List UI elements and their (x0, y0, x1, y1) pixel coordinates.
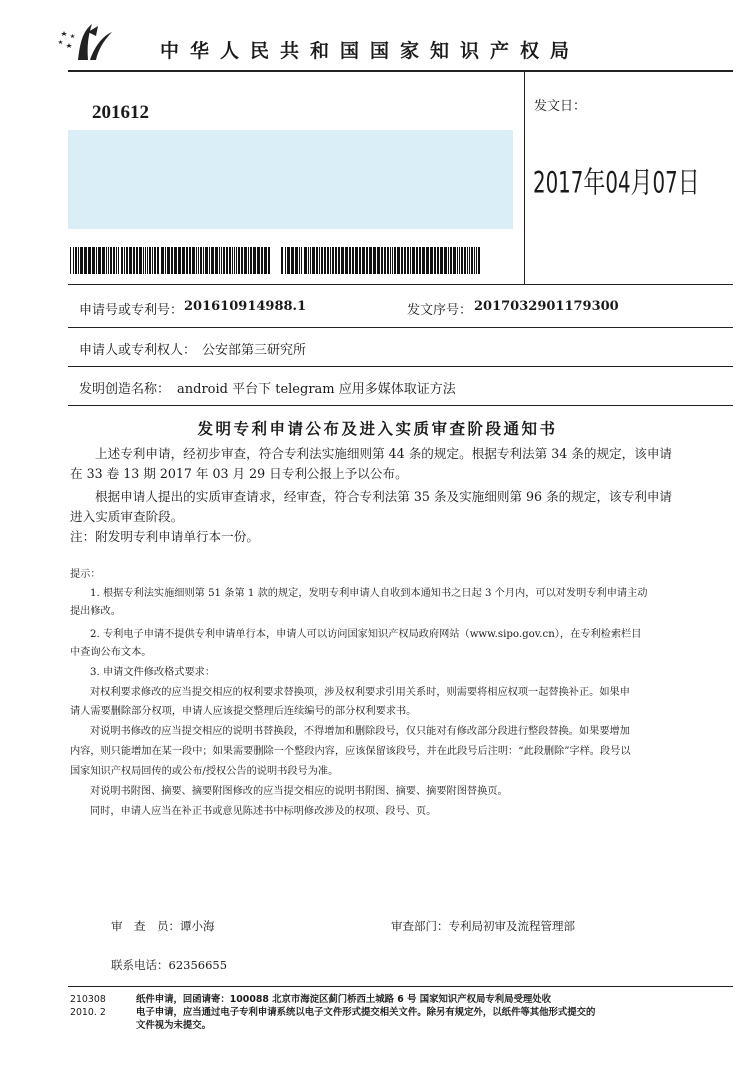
tip-line: 1. 根据专利法实施细则第 51 条第 1 款的规定，发明专利申请人自收到本通知书之日起 3 个月内，可以对发明专利申请主动 (90, 588, 648, 599)
tip-line: 同时，申请人应当在补正书或意见陈述书中标明修改涉及的权项、段号、页。 (90, 806, 437, 817)
tip-line: 请人需要删除部分权项，申请人应该提交整理后连续编号的部分权利要求书。 (70, 706, 417, 717)
bottom-rule (68, 986, 733, 987)
header-rule (68, 70, 733, 72)
tip-line: 对权利要求修改的应当提交相应的权利要求替换项，涉及权利要求引用关系时，则需要将相应权项一起替换补正。如果申 (90, 687, 630, 698)
application-no-label: 申请号或专利号： (79, 303, 184, 318)
applicant-value: 公安部第三研究所 (202, 343, 307, 358)
paragraph-1-line-1: 上述专利申请，经初步审查，符合专利法实施细则第 44 条的规定。根据专利法第 34 条的规定，该申请 (95, 446, 673, 461)
paragraph-2-line-1: 根据申请人提出的实质审查请求，经审查，符合专利法第 35 条及实施细则第 96 条的规定，该专利申请 (95, 489, 673, 504)
tip-line: 对说明书修改的应当提交相应的说明书替换段，不得增加和删除段号，仅只能对有修改部分段进行整段替换。如果要增加 (90, 726, 630, 737)
top-box-rule (68, 284, 733, 285)
invention-value: android 平台下 telegram 应用多媒体取证方法 (177, 382, 456, 397)
applicant-label: 申请人或专利权人： (79, 343, 197, 358)
attachment-note: 注：附发明专利申请单行本一份。 (70, 529, 259, 544)
send-date-value: 2017年04月07日 (533, 166, 700, 201)
date-column-divider (524, 71, 525, 284)
paragraph-1-line-2: 在 33 卷 13 期 2017 年 03 月 29 日专利公报上予以公布。 (70, 466, 408, 481)
tip-line: 内容，则只能增加在某一段中；如果需要删除一个整段内容，应该保留该段号，并在此段号后注明：“此段删除”字样。段号以 (70, 746, 631, 757)
tip-line: 3. 申请文件修改格式要求： (90, 667, 216, 678)
examiner: 审 查 员：谭小海 (111, 919, 215, 933)
office-name: 中华人民共和国国家知识产权局 (160, 40, 581, 62)
send-date-label: 发文日： (534, 99, 587, 114)
field-rule-3 (68, 405, 733, 406)
electronic-instruction-cont: 文件视为未提交。 (136, 1020, 212, 1031)
tip-line: 提出修改。 (70, 606, 121, 617)
tip-line: 2. 专利电子申请不提供专利申请单行本，申请人可以访问国家知识产权局政府网站（www.sipo.gov.cn），在专利检索栏目 (90, 629, 642, 640)
tip-line: 国家知识产权局回传的或公布/授权公告的说明书段号为准。 (70, 766, 339, 777)
tip-line: 对说明书附图、摘要、摘要附图修改的应当提交相应的说明书附图、摘要、摘要附图替换页。 (90, 786, 508, 797)
mail-instruction: 纸件申请，回函请寄：100088 北京市海淀区蓟门桥西土城路 6 号 国家知识产权局专利局受理处收 (136, 994, 551, 1005)
document-code: 201612 (92, 102, 149, 123)
notice-title: 发明专利申请公布及进入实质审查阶段通知书 (197, 420, 558, 438)
electronic-instruction: 电子申请，应当通过电子专利申请系统以电子文件形式提交相关文件。除另有规定外，以纸件等其他形式提交的 (136, 1007, 596, 1018)
invention-label: 发明创造名称： (79, 382, 171, 397)
cnipa-emblem-icon (58, 22, 114, 62)
form-code-2: 2010. 2 (70, 1007, 106, 1018)
dispatch-no-label: 发文序号： (407, 303, 473, 318)
dispatch-no-value: 2017032901179300 (474, 299, 619, 314)
field-rule-2 (68, 366, 733, 367)
contact-phone: 联系电话：62356655 (111, 958, 228, 972)
tips-heading: 提示： (70, 569, 101, 580)
barcode-left (70, 247, 273, 274)
form-code-1: 210308 (70, 994, 106, 1005)
redacted-address-block (68, 130, 513, 229)
field-rule-1 (68, 327, 733, 328)
tip-line: 中查询公布文本。 (70, 647, 152, 658)
paragraph-2-line-2: 进入实质审查阶段。 (70, 509, 184, 524)
department: 审查部门：专利局初审及流程管理部 (391, 919, 575, 933)
application-no-value: 201610914988.1 (184, 299, 307, 314)
barcode-right (281, 247, 484, 274)
